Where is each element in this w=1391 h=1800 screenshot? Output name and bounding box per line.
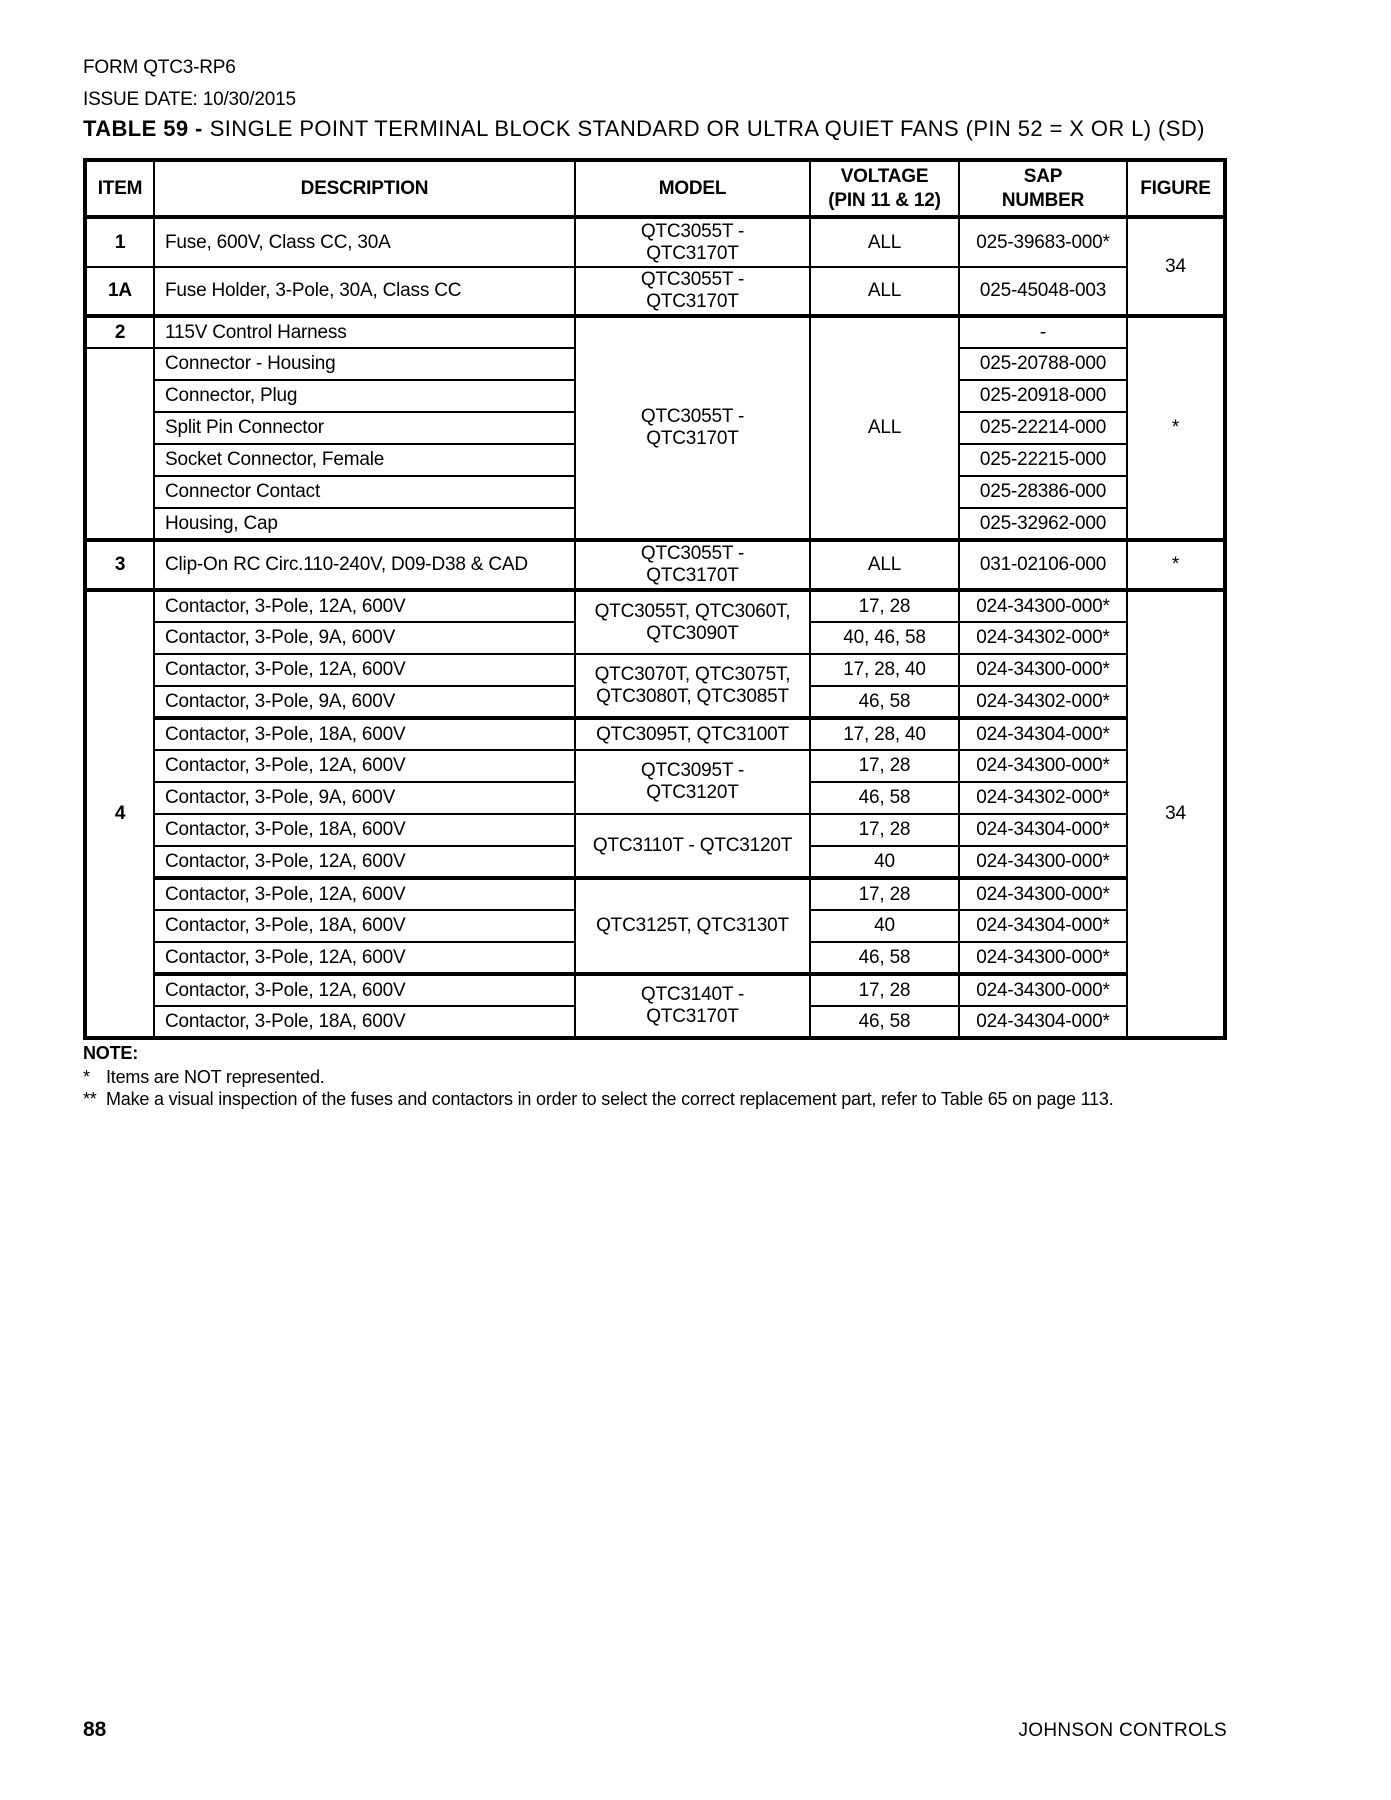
cell-model: QTC3055T - QTC3170T [575,540,810,590]
cell-description: Contactor, 3-Pole, 12A, 600V [154,846,575,878]
table-header-row [85,160,1225,217]
parts-table [83,158,1227,1040]
table-row [85,590,1225,622]
cell-voltage: 46, 58 [810,942,959,974]
cell-description: Contactor, 3-Pole, 12A, 600V [154,878,575,910]
table-title-text: SINGLE POINT TERMINAL BLOCK STANDARD OR ULTRA QUIET FANS (PIN 52 = X OR L) (SD) [209,116,1205,141]
cell-description: 115V Control Harness [154,316,575,348]
table-row [85,750,1225,782]
cell-voltage: 40 [810,910,959,942]
table-row [85,814,1225,846]
cell-description: Contactor, 3-Pole, 12A, 600V [154,590,575,622]
cell-sap: 024-34302-000* [959,686,1127,718]
note-line [83,1088,1114,1110]
cell-voltage: 46, 58 [810,782,959,814]
cell-description: Contactor, 3-Pole, 9A, 600V [154,622,575,654]
cell-description: Contactor, 3-Pole, 9A, 600V [154,782,575,814]
cell-voltage: 17, 28 [810,878,959,910]
cell-voltage: 17, 28, 40 [810,718,959,750]
cell-description: Split Pin Connector [154,412,575,444]
cell-voltage: 17, 28 [810,974,959,1006]
page-number: 88 [83,1718,107,1741]
cell-voltage: 40, 46, 58 [810,622,959,654]
note-marker: ** [83,1089,97,1109]
cell-model: QTC3110T - QTC3120T [575,814,810,878]
cell-voltage: ALL [810,540,959,590]
cell-description: Contactor, 3-Pole, 12A, 600V [154,942,575,974]
column-header-figure [1127,160,1225,217]
company-name: JOHNSON CONTROLS [1018,1720,1227,1741]
column-header-label: VOLTAGE [840,165,929,187]
cell-model: QTC3055T - QTC3170T [575,316,810,540]
cell-description: Contactor, 3-Pole, 12A, 600V [154,750,575,782]
note-text: Items are NOT represented. [106,1067,325,1087]
cell-sap: 024-34300-000* [959,846,1127,878]
column-header-label: FIGURE [1140,177,1211,199]
cell-description: Fuse, 600V, Class CC, 30A [154,217,575,267]
cell-description: Contactor, 3-Pole, 12A, 600V [154,654,575,686]
cell-description: Contactor, 3-Pole, 9A, 600V [154,686,575,718]
cell-sap: 025-39683-000* [959,217,1127,267]
note-title: NOTE: [83,1043,138,1063]
table-title [83,116,1205,142]
table-row [85,974,1225,1006]
cell-sap: 024-34300-000* [959,590,1127,622]
cell-description: Connector Contact [154,476,575,508]
cell-model: QTC3125T, QTC3130T [575,878,810,974]
cell-voltage: ALL [810,267,959,316]
cell-sap: 024-34300-000* [959,654,1127,686]
note-marker: * [83,1067,90,1087]
note-line [83,1066,1114,1088]
cell-sap: 025-28386-000 [959,476,1127,508]
cell-description: Socket Connector, Female [154,444,575,476]
cell-sap: 024-34304-000* [959,814,1127,846]
cell-voltage: 46, 58 [810,1006,959,1038]
cell-sap: 025-32962-000 [959,508,1127,540]
cell-model: QTC3070T, QTC3075T, QTC3080T, QTC3085T [575,654,810,718]
cell-sap: 024-34302-000* [959,782,1127,814]
cell-sap: 024-34300-000* [959,750,1127,782]
column-header-sap [959,160,1127,217]
page-footer [83,1718,1227,1742]
cell-item [85,348,154,540]
table-row [85,316,1225,348]
cell-description: Contactor, 3-Pole, 12A, 600V [154,974,575,1006]
table-row [85,540,1225,590]
cell-model: QTC3055T - QTC3170T [575,267,810,316]
column-header-label: SAP [1023,165,1063,187]
cell-figure: 34 [1127,590,1225,1038]
cell-item: 3 [85,540,154,590]
cell-description: Clip-On RC Circ.110-240V, D09-D38 & CAD [154,540,575,590]
cell-sap: 024-34302-000* [959,622,1127,654]
table-row [85,217,1225,267]
column-header-item [85,160,154,217]
cell-voltage: 17, 28 [810,814,959,846]
cell-voltage: 17, 28 [810,750,959,782]
column-header-description [154,160,575,217]
cell-sap: 025-20788-000 [959,348,1127,380]
cell-sap: 024-34300-000* [959,942,1127,974]
notes-section [83,1042,1114,1110]
cell-sap: 025-20918-000 [959,380,1127,412]
cell-item: 1 [85,217,154,267]
cell-item: 1A [85,267,154,316]
issue-date: ISSUE DATE: 10/30/2015 [83,89,296,110]
cell-description: Housing, Cap [154,508,575,540]
cell-sap: 024-34300-000* [959,974,1127,1006]
cell-figure: * [1127,540,1225,590]
cell-description: Connector, Plug [154,380,575,412]
cell-voltage: 17, 28 [810,590,959,622]
cell-item: 2 [85,316,154,348]
cell-voltage: ALL [810,316,959,540]
cell-sap: 025-22214-000 [959,412,1127,444]
column-header-sublabel: NUMBER [1001,189,1085,211]
table-row [85,654,1225,686]
cell-description: Contactor, 3-Pole, 18A, 600V [154,1006,575,1038]
cell-sap: 025-22215-000 [959,444,1127,476]
cell-voltage: 40 [810,846,959,878]
cell-sap: - [959,316,1127,348]
cell-voltage: 17, 28, 40 [810,654,959,686]
cell-voltage: ALL [810,217,959,267]
column-header-voltage [810,160,959,217]
column-header-label: MODEL [658,177,727,199]
cell-description: Contactor, 3-Pole, 18A, 600V [154,814,575,846]
cell-description: Contactor, 3-Pole, 18A, 600V [154,718,575,750]
note-text: Make a visual inspection of the fuses and contactors in order to select the correct replacement part, refer to Table 65 on page 113. [106,1089,1114,1109]
cell-description: Contactor, 3-Pole, 18A, 600V [154,910,575,942]
cell-figure: 34 [1127,217,1225,316]
cell-sap: 024-34304-000* [959,718,1127,750]
cell-description: Fuse Holder, 3-Pole, 30A, Class CC [154,267,575,316]
parts-table-body [85,217,1225,1038]
cell-item: 4 [85,590,154,1038]
table-row [85,267,1225,316]
column-header-label: DESCRIPTION [300,177,429,199]
cell-model: QTC3055T - QTC3170T [575,217,810,267]
cell-figure: * [1127,316,1225,540]
cell-sap: 024-34300-000* [959,878,1127,910]
cell-sap: 024-34304-000* [959,910,1127,942]
table-row [85,878,1225,910]
cell-model: QTC3140T - QTC3170T [575,974,810,1038]
column-header-model [575,160,810,217]
form-number: FORM QTC3-RP6 [83,57,236,78]
cell-voltage: 46, 58 [810,686,959,718]
cell-sap: 024-34304-000* [959,1006,1127,1038]
column-header-sublabel: (PIN 11 & 12) [828,189,941,211]
table-row [85,718,1225,750]
cell-sap: 031-02106-000 [959,540,1127,590]
cell-description: Connector - Housing [154,348,575,380]
document-header [83,52,296,116]
cell-sap: 025-45048-003 [959,267,1127,316]
table-title-label: TABLE 59 - [83,116,203,141]
cell-model: QTC3095T, QTC3100T [575,718,810,750]
cell-model: QTC3095T - QTC3120T [575,750,810,814]
column-header-label: ITEM [97,177,143,199]
cell-model: QTC3055T, QTC3060T, QTC3090T [575,590,810,654]
